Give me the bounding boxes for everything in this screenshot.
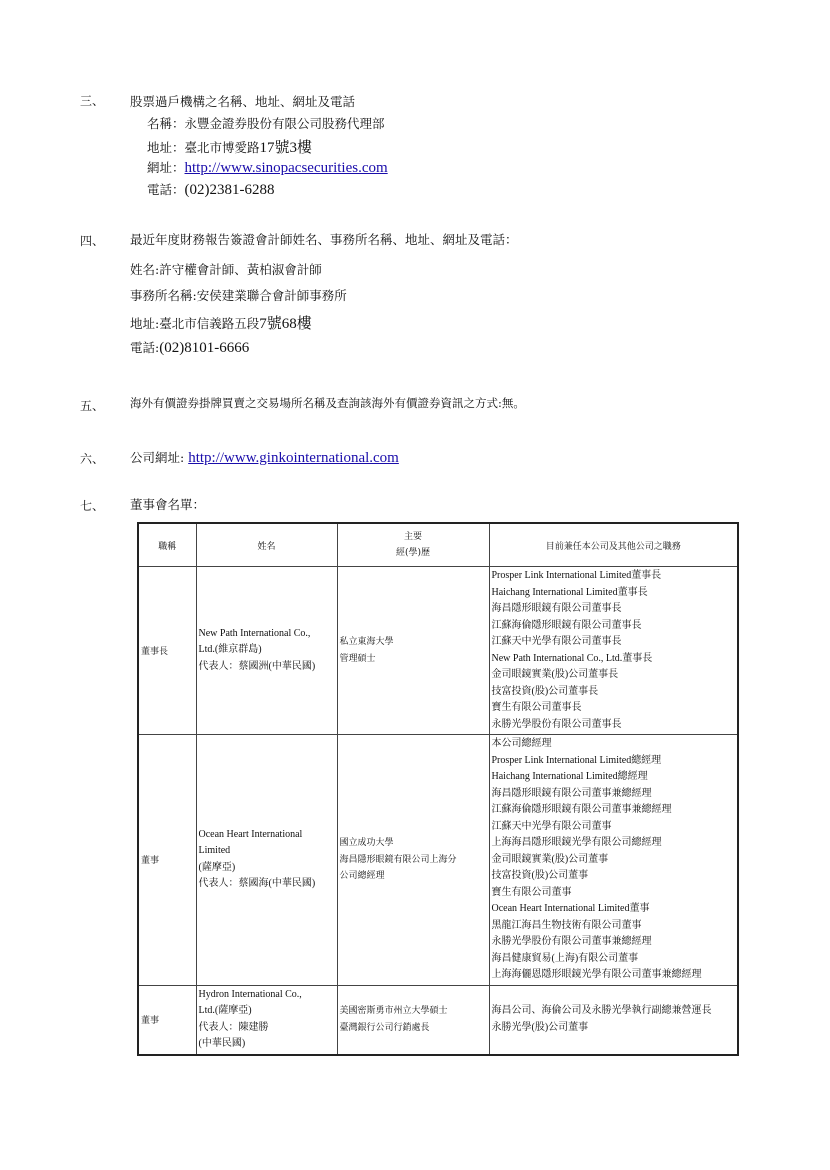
director-role-item: 永勝光學股份有限公司董事兼總經理	[491, 936, 652, 947]
auditor-names: 許守權會計師、黃柏淑會計師	[159, 262, 322, 277]
director-role-item: 江蘇海倫隱形眼鏡有限公司董事兼總經理	[491, 804, 672, 815]
director-experience-line: 美國密斯勇市州立大學碩士	[339, 1006, 448, 1016]
director-name-line: New Path International Co.,	[198, 627, 311, 639]
director-title: 董事	[138, 735, 196, 986]
director-role-item: 金司眼鏡實業(股)公司董事長	[491, 669, 619, 680]
director-experience	[337, 735, 489, 986]
audit-firm: 安侯建業聯合會計師事務所	[196, 288, 347, 303]
audit-firm-address-label: 地址:	[130, 316, 160, 331]
audit-firm-line	[130, 286, 347, 304]
director-name-line: Ltd.(維京群島)	[198, 644, 262, 656]
director-name-line: Ocean Heart International	[198, 828, 303, 840]
director-experience	[337, 567, 489, 735]
registrar-name-label: 名稱：	[147, 116, 185, 131]
director-role-item: 技富投資(股)公司董事長	[491, 685, 599, 697]
registrar-website-line	[147, 158, 388, 177]
registrar-address-street: 臺北市博愛路	[184, 140, 260, 155]
director-role-item: 寶生有限公司董事	[491, 886, 572, 898]
director-role-item: 永勝光學股份有限公司董事長	[491, 718, 622, 730]
director-role-item: 技富投資(股)公司董事	[491, 870, 589, 881]
director-name-line: (中華民國)	[198, 1038, 246, 1049]
director-experience-line: 私立東海大學	[339, 637, 394, 647]
company-website-line	[130, 448, 399, 467]
registrar-address-label: 地址：	[147, 140, 185, 155]
audit-firm-phone: (02)8101-6666	[159, 340, 250, 356]
director-role-item: 海昌公司、海倫公司及永勝光學執行副總兼營運長	[491, 1005, 712, 1016]
director-roles	[489, 567, 738, 735]
section-3-number: 三、	[80, 94, 105, 108]
director-role-item: 金司眼鏡實業(股)公司董事	[491, 853, 609, 865]
director-roles	[489, 735, 738, 986]
director-role-item: 永勝光學(股)公司董事	[491, 1021, 589, 1033]
director-experience-line: 公司總經理	[339, 871, 385, 881]
header-experience	[337, 523, 489, 567]
director-name	[196, 567, 337, 735]
director-name-line: 代表人：蔡國洲(中華民國)	[198, 660, 316, 672]
director-experience	[337, 985, 489, 1055]
registrar-address-number: 17號3樓	[259, 140, 313, 156]
registrar-name: 永豐金證券股份有限公司股務代理部	[184, 116, 385, 131]
company-website-label: 公司網址:	[130, 450, 189, 465]
director-name-line: Hydron International Co.,	[198, 988, 302, 1000]
header-concurrent-roles: 目前兼任本公司及其他公司之職務	[489, 523, 738, 567]
director-name-line: Ltd.(薩摩亞)	[198, 1005, 252, 1016]
table-row	[138, 985, 738, 1055]
director-name-line: 代表人：陳建勝	[198, 1021, 269, 1033]
header-experience-line-2: 經(學)歷	[395, 548, 431, 558]
registrar-website-label: 網址：	[147, 160, 185, 175]
registrar-address-line	[147, 136, 312, 157]
director-experience-line: 國立成功大學	[339, 838, 394, 848]
director-role-item: 上海海儷恩隱形眼鏡光學有限公司董事兼總經理	[491, 969, 702, 980]
audit-firm-label: 事務所名稱:	[130, 288, 197, 303]
audit-firm-address-number: 7號68樓	[259, 316, 312, 332]
director-experience-line: 管理碩士	[339, 653, 376, 664]
director-role-item: Haichang International Limited總經理	[491, 771, 648, 782]
board-of-directors-table	[137, 522, 739, 1056]
director-experience-line: 海昌隱形眼鏡有限公司上海分	[339, 854, 457, 865]
audit-firm-address-line	[130, 312, 312, 333]
registrar-phone: (02)2381-6288	[184, 182, 275, 198]
director-role-item: 海昌健康貿易(上海)有限公司董事	[491, 952, 639, 964]
director-name-line: 代表人：蔡國海(中華民國)	[198, 878, 316, 890]
director-role-item: Haichang International Limited董事長	[491, 586, 648, 598]
director-role-item: Prosper Link International Limited總經理	[491, 754, 662, 766]
director-name	[196, 735, 337, 986]
section-6-number: 六、	[80, 452, 105, 466]
table-row	[138, 567, 738, 735]
audit-firm-address-street: 臺北市信義路五段	[159, 316, 260, 331]
director-title: 董事長	[138, 567, 196, 735]
auditor-names-label: 姓名:	[130, 262, 160, 277]
section-7-title: 董事會名單：	[130, 497, 206, 512]
audit-firm-phone-line	[130, 338, 249, 357]
registrar-name-line	[147, 114, 385, 132]
director-role-item: 本公司總經理	[491, 738, 552, 749]
header-name: 姓名	[196, 523, 337, 567]
director-role-item: 江蘇海倫隱形眼鏡有限公司董事長	[491, 619, 642, 631]
section-5-number: 五、	[80, 399, 105, 413]
section-7-number: 七、	[80, 499, 105, 513]
registrar-website-link[interactable]: http://www.sinopacsecurities.com	[184, 160, 388, 176]
director-name-line: Limited	[198, 845, 231, 857]
section-3-title: 股票過戶機構之名稱、地址、網址及電話	[130, 94, 356, 109]
header-title: 職稱	[138, 523, 196, 567]
director-role-item: 海昌隱形眼鏡有限公司董事兼總經理	[491, 787, 652, 799]
director-role-item: New Path International Co., Ltd.董事長	[491, 652, 653, 664]
registrar-phone-line	[147, 180, 275, 199]
company-website-link[interactable]: http://www.ginkointernational.com	[188, 450, 399, 466]
registrar-phone-label: 電話：	[147, 182, 185, 197]
director-role-item: 上海海昌隱形眼鏡光學有限公司總經理	[491, 837, 662, 848]
director-name-line: (薩摩亞)	[198, 861, 236, 873]
table-row	[138, 735, 738, 986]
director-role-item: 海昌隱形眼鏡有限公司董事長	[491, 603, 622, 614]
section-4-title: 最近年度財務報告簽證會計師姓名、事務所名稱、地址、網址及電話：	[130, 232, 518, 247]
director-name	[196, 985, 337, 1055]
director-title: 董事	[138, 985, 196, 1055]
director-role-item: Prosper Link International Limited董事長	[491, 570, 662, 581]
director-role-item: Ocean Heart International Limited董事	[491, 903, 650, 914]
director-roles	[489, 985, 738, 1055]
table-header-row	[138, 523, 738, 567]
header-experience-line-1: 主要	[403, 531, 422, 542]
director-role-item: 寶生有限公司董事長	[491, 702, 582, 713]
director-role-item: 江蘇天中光學有限公司董事長	[491, 636, 622, 647]
audit-firm-phone-label: 電話:	[130, 340, 160, 355]
section-5-text: 海外有價證券掛牌買賣之交易場所名稱及查詢該海外有價證券資訊之方式:無。	[130, 396, 525, 410]
section-4-number: 四、	[80, 234, 105, 248]
director-experience-line: 臺灣銀行公司行銷處長	[339, 1022, 430, 1033]
director-role-item: 黑龍江海昌生物技術有限公司董事	[491, 919, 642, 931]
auditor-names-line	[130, 260, 322, 278]
director-role-item: 江蘇天中光學有限公司董事	[491, 820, 612, 832]
